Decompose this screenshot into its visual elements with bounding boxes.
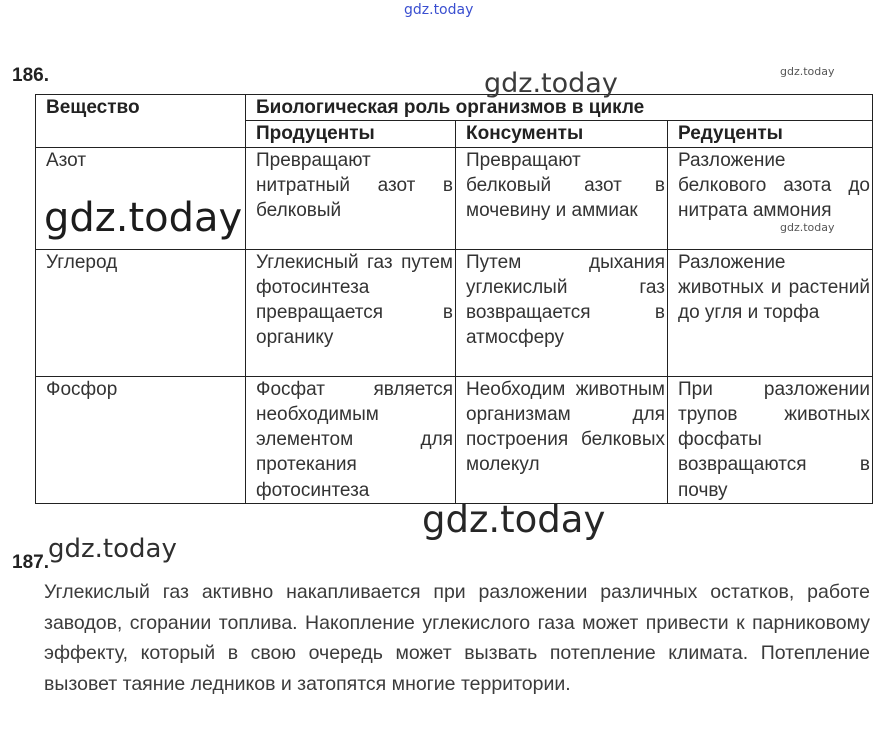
cell-decomposers: При разложении трупов животных фосфаты возвращаются в почву	[668, 376, 873, 503]
header-consumers: Консументы	[456, 121, 668, 147]
header-substance: Вещество	[36, 95, 246, 148]
task-187-answer-text: Углекислый газ активно накапливается при разложении различных остатков, работе заводов, сгорании топлива. Накопление углекислого газа может привести к парниковому эффекту, который в свою очередь может вызвать потепление климата. Потепление вызовет таяние ледников и затопятся многие территории.	[44, 581, 870, 695]
task-187-number: 187.	[12, 552, 49, 573]
cell-producers: Превращают нитратный азот в белковый	[246, 147, 456, 249]
watermark-top: gdz.today	[404, 2, 474, 18]
cell-decomposers: Разложение животных и растений до угля и торфа	[668, 249, 873, 376]
cell-substance: Азот	[36, 147, 246, 249]
cell-substance: Фосфор	[36, 376, 246, 503]
watermark-bottom-left: gdz.today	[48, 534, 177, 564]
watermark-small-in-table: gdz.today	[780, 221, 835, 234]
header-biological-role: Биологическая роль организмов в цикле	[246, 95, 873, 121]
cell-consumers: Превращают белковый азот в мочевину и аммиак	[456, 147, 668, 249]
cell-producers: Фосфат является необходимым элементом для протекания фотосинтеза	[246, 376, 456, 503]
header-decomposers: Редуценты	[668, 121, 873, 147]
cell-consumers: Необходим животным организмам для построения белковых молекул	[456, 376, 668, 503]
table-row	[36, 376, 873, 503]
watermark-middle: gdz.today	[422, 498, 606, 541]
cell-producers: Углекисный газ путем фотосинтеза превращается в органику	[246, 249, 456, 376]
biological-roles-table	[35, 94, 873, 504]
table-row	[36, 249, 873, 376]
watermark-big-left: gdz.today	[44, 195, 243, 241]
header-producers: Продуценты	[246, 121, 456, 147]
cell-decomposers: Разложение белкового азота до нитрата аммония	[668, 147, 873, 249]
watermark-small-right: gdz.today	[780, 65, 835, 78]
cell-consumers: Путем дыхания углекислый газ возвращается в атмосферу	[456, 249, 668, 376]
cell-substance: Углерод	[36, 249, 246, 376]
table-header-row	[36, 95, 873, 121]
task-186-number: 186.	[12, 65, 49, 86]
watermark-header: gdz.today	[484, 68, 618, 99]
